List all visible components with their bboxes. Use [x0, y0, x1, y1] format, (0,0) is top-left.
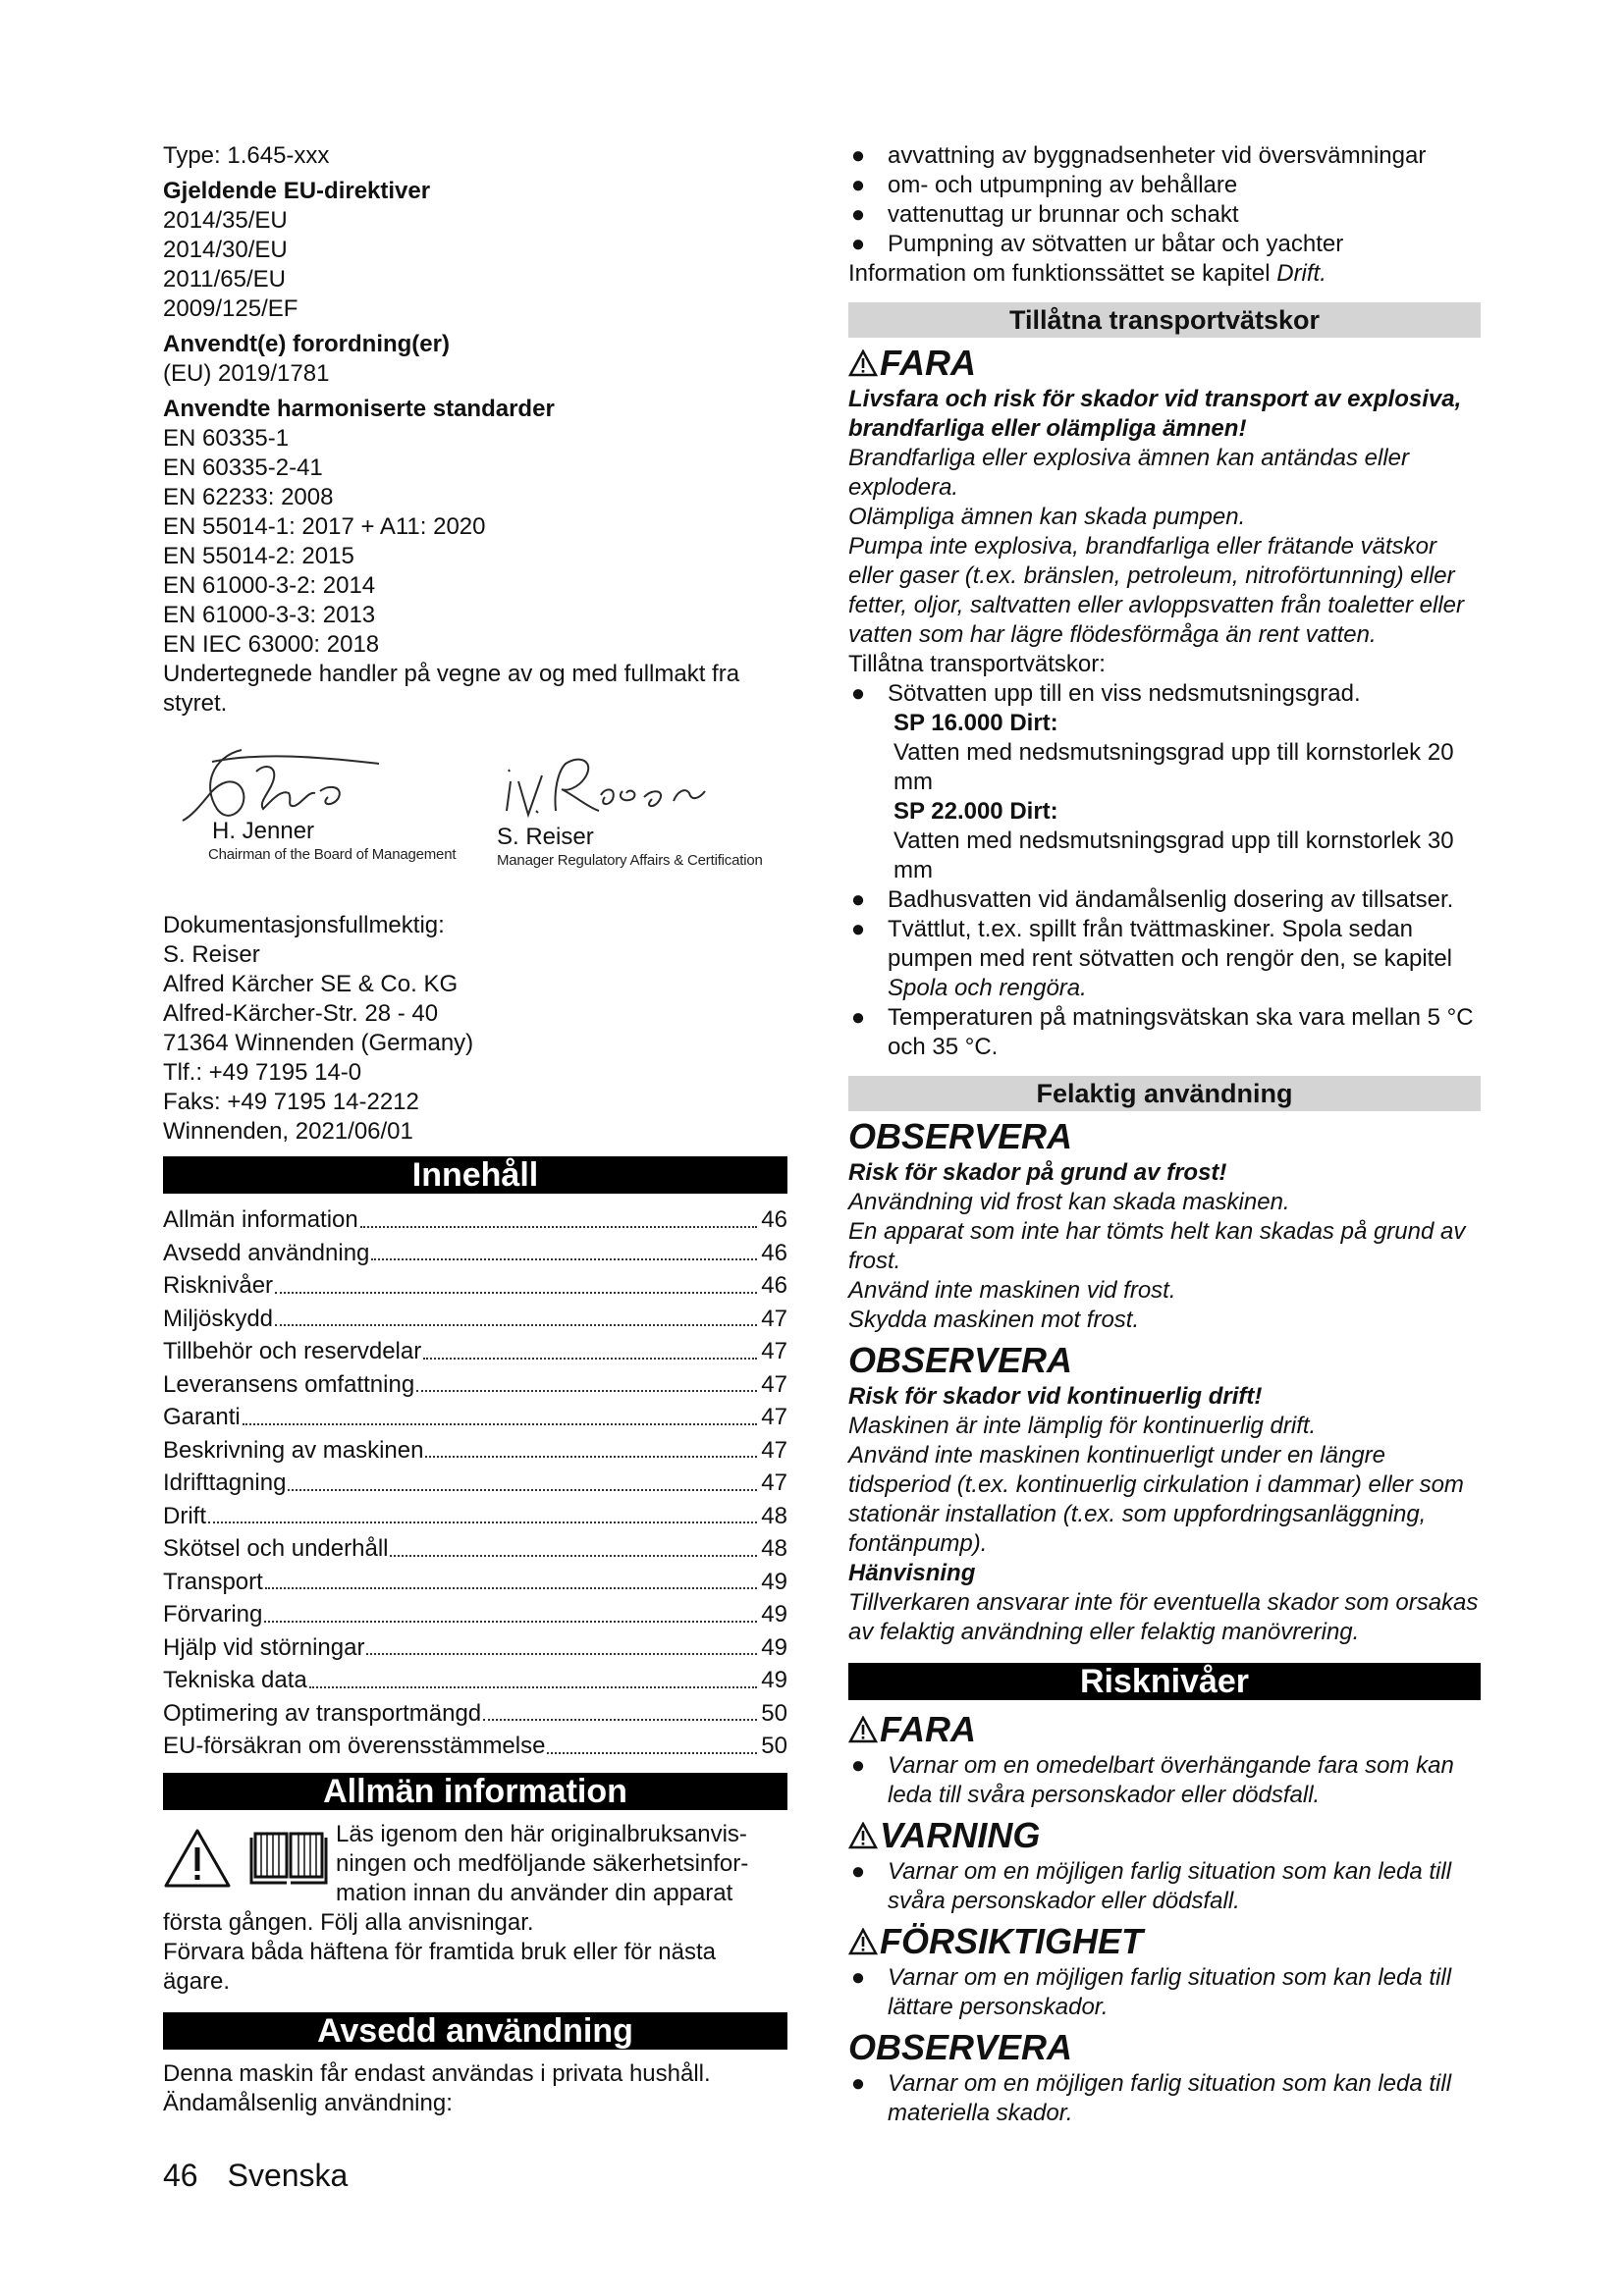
toc-page: 46	[761, 1206, 787, 1233]
general-text: första gången. Följ alla anvisningar.	[163, 1908, 534, 1936]
toc-leader	[288, 1489, 757, 1491]
notice-text: Användning vid frost kan skada maskinen.	[848, 1189, 1290, 1215]
toc-leader	[309, 1686, 758, 1688]
type-line: Type: 1.645-xxx	[163, 142, 330, 169]
toc-row[interactable]	[163, 1697, 787, 1731]
warning-triangle-icon	[163, 1828, 232, 1889]
function-info: Information om funktionssättet se kapitel Drift.	[848, 260, 1326, 287]
model-text: Vatten med nedsmutsningsgrad upp till kornstorlek 30 mm	[893, 828, 1454, 883]
signature-block	[163, 732, 787, 889]
notice-text: En apparat som inte har tömts helt kan skadas på grund av frost.	[848, 1218, 1466, 1274]
notice-label: OBSERVERA	[848, 1116, 1073, 1156]
notice-title: Risk för skador vid kontinuerlig drift!	[848, 1383, 1263, 1410]
standard: EN 55014-2: 2015	[163, 543, 354, 569]
doc-line: Faks: +49 7195 14-2212	[163, 1089, 419, 1115]
doc-line: Tlf.: +49 7195 14-0	[163, 1059, 362, 1086]
model-label: SP 22.000 Dirt:	[893, 798, 1058, 825]
toc-label: Tekniska data	[163, 1667, 307, 1693]
toc-page: 50	[761, 1733, 787, 1759]
standard: EN 61000-3-2: 2014	[163, 572, 376, 599]
read-manual-notice	[163, 1820, 787, 1908]
doc-line: Alfred-Kärcher-Str. 28 - 40	[163, 1000, 439, 1027]
hint-label: Hänvisning	[848, 1560, 976, 1586]
standard: EN IEC 63000: 2018	[163, 631, 380, 658]
toc-heading: Innehåll	[163, 1156, 787, 1194]
danger-label: FARA	[848, 344, 1481, 383]
toc-leader	[390, 1555, 757, 1557]
toc-row[interactable]	[163, 1500, 787, 1533]
standard: EN 62233: 2008	[163, 484, 334, 510]
regulation: (EU) 2019/1781	[163, 360, 330, 387]
signature-jenner	[173, 732, 467, 865]
toc-page: 47	[761, 1404, 787, 1430]
list-item: ● avvattning av byggnadsenheter vid översvämningar	[850, 142, 1427, 169]
toc-leader	[547, 1752, 757, 1754]
signature-reiser	[497, 742, 791, 871]
toc-label: Avsedd användning	[163, 1239, 370, 1266]
danger-title: Livsfara och risk för skador vid transport av explosiva, brandfarliga eller olämpliga ämnen!	[848, 386, 1462, 442]
toc-row[interactable]	[163, 1203, 787, 1237]
directives-heading: Gjeldende EU-direktiver	[163, 178, 431, 204]
toc-leader	[483, 1719, 757, 1721]
list-item: ● om- och utpumpning av behållare	[850, 172, 1238, 198]
toc-page: 49	[761, 1633, 787, 1661]
general-text: Förvara båda häftena för framtida bruk eller för nästa ägare.	[163, 1938, 716, 1995]
toc-row[interactable]	[163, 1401, 787, 1434]
toc-leader	[275, 1292, 757, 1294]
directive: 2009/125/EF	[163, 295, 298, 322]
left-column	[163, 141, 787, 2118]
doc-line: Dokumentasjonsfullmektig:	[163, 912, 445, 938]
directive: 2014/35/EU	[163, 207, 288, 234]
list-item: ● Pumpning av sötvatten ur båtar och yachter	[850, 231, 1344, 257]
risk-description: ● Varnar om en möjligen farlig situation som kan leda till materiella skador.	[850, 2070, 1452, 2126]
toc-leader	[264, 1621, 757, 1623]
doc-line: Alfred Kärcher SE & Co. KG	[163, 971, 459, 997]
table-of-contents	[163, 1203, 787, 1763]
toc-label: Beskrivning av maskinen	[163, 1436, 424, 1464]
misuse-heading: Felaktig användning	[848, 1076, 1481, 1111]
notice-text: Använd inte maskinen kontinuerligt under en längre tidsperiod (t.ex. kontinuerlig cirkulation i dammar) eller som stationär installation (t.ex. som uppfordringsanläggning, fontänpump).	[848, 1442, 1464, 1557]
standard: EN 61000-3-3: 2013	[163, 602, 376, 628]
toc-label: EU-försäkran om överensstämmelse	[163, 1733, 546, 1759]
caution-label: FÖRSIKTIGHET	[848, 1922, 1481, 1961]
handwritten-signature-icon	[497, 742, 732, 830]
toc-label: Allmän information	[163, 1206, 358, 1233]
toc-row[interactable]	[163, 1467, 787, 1500]
toc-label: Transport	[163, 1568, 263, 1595]
toc-row[interactable]	[163, 1237, 787, 1270]
list-item: ● vattenuttag ur brunnar och schakt	[850, 201, 1239, 228]
use-list	[848, 141, 1481, 259]
signer-name: H. Jenner	[212, 818, 315, 844]
notice-line: ningen och medföljande säkerhetsinfor-	[336, 1849, 749, 1877]
toc-leader	[416, 1390, 757, 1392]
chapter-link[interactable]: Spola och rengöra.	[888, 975, 1087, 1001]
general-heading: Allmän information	[163, 1773, 787, 1810]
toc-leader	[265, 1587, 757, 1589]
risk-description: ● Varnar om en möjligen farlig situation som kan leda till lättare personskador.	[850, 1964, 1452, 2020]
toc-page: 47	[761, 1436, 787, 1464]
warning-triangle-icon	[848, 1928, 878, 1955]
toc-leader	[360, 1226, 758, 1228]
risk-description: ● Varnar om en omedelbart överhängande fara som kan leda till svåra personskador eller dödsfall.	[850, 1752, 1454, 1808]
toc-page: 50	[761, 1699, 787, 1727]
toc-label: Tillbehör och reservdelar	[163, 1338, 422, 1364]
toc-label: Drift	[163, 1502, 206, 1529]
page-footer	[163, 2156, 377, 2195]
standards-heading: Anvendte harmoniserte standarder	[163, 396, 555, 422]
toc-leader	[425, 1456, 757, 1458]
standard: EN 55014-1: 2017 + A11: 2020	[163, 513, 486, 540]
toc-page: 46	[761, 1239, 787, 1266]
model-text: Vatten med nedsmutsningsgrad upp till kornstorlek 20 mm	[893, 739, 1454, 795]
danger-text: Brandfarliga eller explosiva ämnen kan antändas eller explodera.	[848, 445, 1410, 501]
toc-page: 49	[761, 1601, 787, 1628]
list-item: ● Badhusvatten vid ändamålsenlig dosering av tillsatser.	[850, 886, 1454, 913]
chapter-link[interactable]: Drift.	[1276, 260, 1326, 287]
list-item: ● Temperaturen på matningsvätskan ska vara mellan 5 °C och 35 °C.	[850, 1004, 1474, 1060]
doc-line: Winnenden, 2021/06/01	[163, 1118, 413, 1145]
toc-page: 49	[761, 1667, 787, 1693]
toc-label: Idrifttagning	[163, 1469, 287, 1496]
intended-use-text: Denna maskin får endast användas i privata hushåll.	[163, 2059, 711, 2087]
toc-label: Skötsel och underhåll	[163, 1535, 389, 1562]
toc-row[interactable]	[163, 1598, 787, 1631]
toc-row[interactable]	[163, 1532, 787, 1566]
liquids-heading: Tillåtna transportvätskor	[848, 302, 1481, 338]
intended-use-heading: Avsedd användning	[163, 2012, 787, 2050]
toc-page: 48	[761, 1535, 787, 1562]
allowed-intro: Tillåtna transportvätskor:	[848, 651, 1106, 677]
danger-label: FARA	[848, 1710, 1481, 1749]
regulation-heading: Anvendt(e) forordning(er)	[163, 331, 450, 357]
model-label: SP 16.000 Dirt:	[893, 710, 1058, 736]
toc-page: 49	[761, 1568, 787, 1595]
liquids-list-continued	[848, 885, 1481, 1062]
warning-triangle-icon	[848, 1822, 878, 1849]
notice-line: mation innan du använder din apparat	[336, 1879, 733, 1906]
hint-text: Tillverkaren ansvarar inte för eventuella skador som orsakas av felaktig användning eller felaktig manövrering.	[848, 1589, 1479, 1645]
doc-line: S. Reiser	[163, 941, 260, 968]
toc-label: Leveransens omfattning	[163, 1370, 415, 1398]
list-item: ● Tvättlut, t.ex. spillt från tvättmaskiner. Spola sedan pumpen med rent sötvatten och rengör den, se kapitel Spola och rengöra.	[850, 916, 1453, 1001]
toc-label: Optimering av transportmängd	[163, 1699, 482, 1727]
toc-label: Garanti	[163, 1404, 241, 1430]
notice-text: Maskinen är inte lämplig för kontinuerlig drift.	[848, 1413, 1317, 1439]
warning-triangle-icon	[848, 349, 878, 377]
toc-page: 47	[761, 1305, 787, 1332]
toc-label: Miljöskydd	[163, 1305, 274, 1332]
notice-label: OBSERVERA	[848, 1340, 1073, 1380]
toc-row[interactable]	[163, 1631, 787, 1665]
notice-title: Risk för skador på grund av frost!	[848, 1159, 1227, 1186]
notice-text: Använd inte maskinen vid frost.	[848, 1277, 1176, 1304]
intended-use-text: Ändamålsenlig användning:	[163, 2089, 453, 2116]
toc-row[interactable]	[163, 1335, 787, 1368]
risk-levels-heading: Risknivåer	[848, 1663, 1481, 1700]
signer-role: Manager Regulatory Affairs & Certification	[497, 852, 763, 869]
toc-row[interactable]	[163, 1368, 787, 1402]
toc-page: 46	[761, 1272, 787, 1299]
toc-leader	[208, 1522, 757, 1523]
notice-label: OBSERVERA	[848, 2027, 1073, 2067]
toc-leader	[366, 1653, 757, 1655]
toc-label: Risknivåer	[163, 1272, 274, 1299]
toc-page: 47	[761, 1370, 787, 1398]
directive: 2011/65/EU	[163, 266, 286, 293]
danger-text: Olämpliga ämnen kan skada pumpen.	[848, 504, 1246, 530]
toc-label: Förvaring	[163, 1601, 263, 1628]
list-item: ● Sötvatten upp till en viss nedsmutsningsgrad.	[850, 680, 1361, 707]
toc-page: 47	[761, 1338, 787, 1364]
manual-book-icon	[247, 1828, 330, 1889]
toc-label: Hjälp vid störningar	[163, 1633, 365, 1661]
toc-row[interactable]	[163, 1434, 787, 1468]
toc-row[interactable]	[163, 1664, 787, 1697]
toc-leader	[371, 1258, 757, 1260]
notice-line: Läs igenom den här originalbruksanvis-	[336, 1820, 747, 1847]
signer-role: Chairman of the Board of Management	[208, 846, 457, 863]
toc-leader	[275, 1324, 757, 1326]
risk-description: ● Varnar om en möjligen farlig situation som kan leda till svåra personskador eller dödsfall.	[850, 1858, 1452, 1914]
undersigned-text: Undertegnede handler på vegne av og med fullmakt fra styret.	[163, 661, 740, 717]
warning-triangle-icon	[848, 1716, 878, 1743]
right-column	[848, 141, 1481, 2128]
notice-icons	[163, 1820, 336, 1908]
toc-leader	[243, 1423, 758, 1425]
toc-row[interactable]	[163, 1730, 787, 1763]
danger-text: Pumpa inte explosiva, brandfarliga eller frätande vätskor eller gaser (t.ex. bränslen, petroleum, nitroförtunning) eller fetter, oljor, saltvatten eller avloppsvatten från toaletter eller vatten som har lägre flödesförmåga än rent vatten.	[848, 533, 1465, 648]
language-label: Svenska	[227, 2158, 349, 2193]
handwritten-signature-icon	[173, 732, 389, 830]
toc-row[interactable]	[163, 1566, 787, 1599]
toc-page: 47	[761, 1469, 787, 1496]
warning-label: VARNING	[848, 1816, 1481, 1855]
notice-text: Skydda maskinen mot frost.	[848, 1307, 1140, 1333]
doc-line: 71364 Winnenden (Germany)	[163, 1030, 474, 1056]
page-number: 46	[163, 2158, 198, 2193]
liquids-list	[848, 679, 1481, 709]
signer-name: S. Reiser	[497, 824, 594, 850]
notice-text	[336, 1820, 787, 1908]
toc-row[interactable]	[163, 1303, 787, 1336]
directive: 2014/30/EU	[163, 237, 288, 263]
toc-leader	[423, 1358, 757, 1360]
standard: EN 60335-1	[163, 425, 290, 452]
toc-row[interactable]	[163, 1269, 787, 1303]
standard: EN 60335-2-41	[163, 454, 323, 481]
toc-page: 48	[761, 1502, 787, 1529]
